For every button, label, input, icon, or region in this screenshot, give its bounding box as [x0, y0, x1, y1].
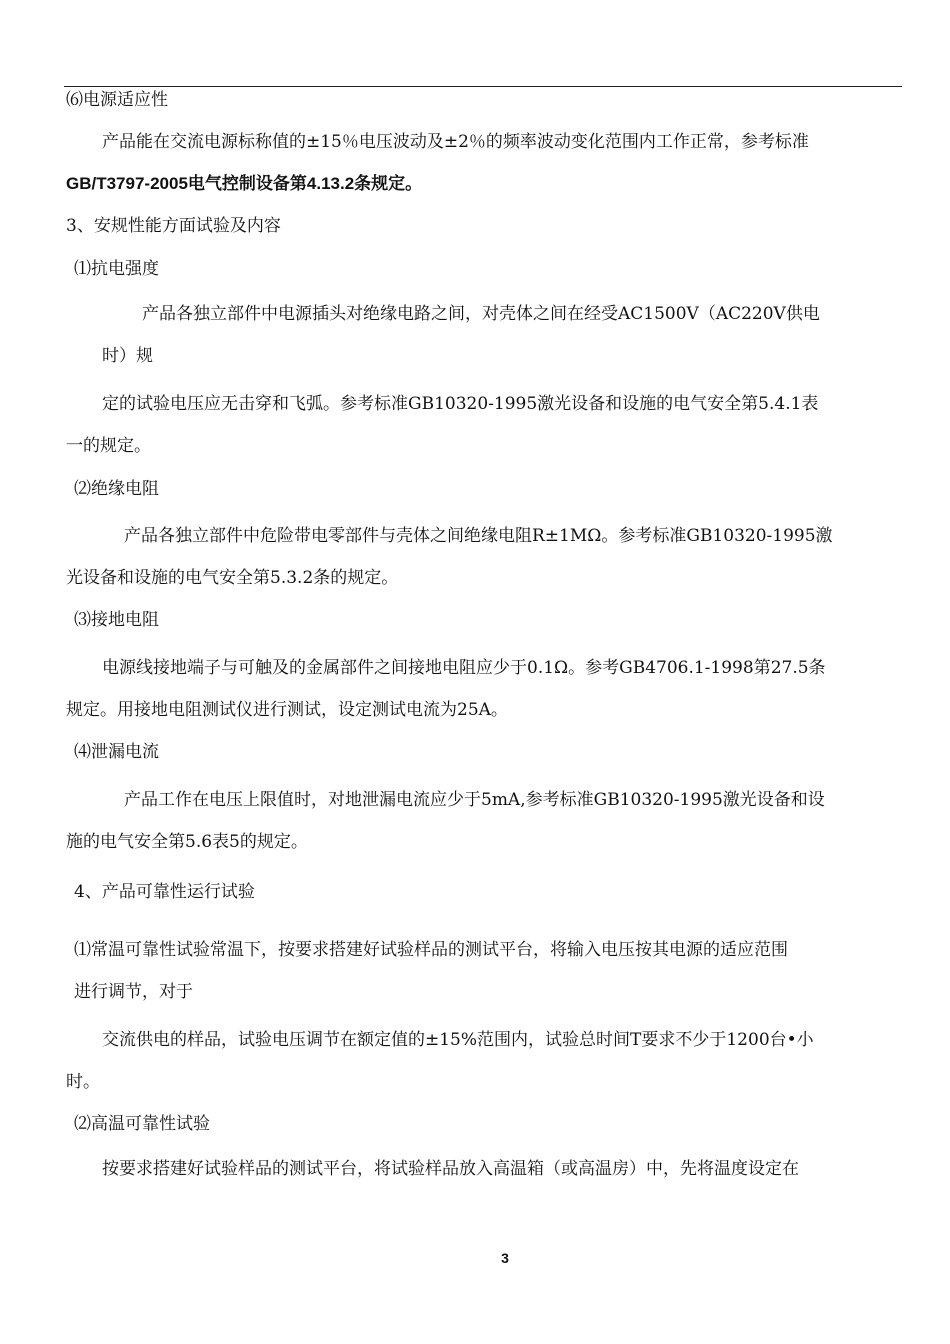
paragraph-line: 电源线接地端子与可触及的金属部件之间接地电阻应少于0.1Ω。参考GB4706.1-1998第27.5条 [102, 658, 826, 678]
paragraph-line: 施的电气安全第5.6表5的规定。 [66, 832, 308, 852]
header-rule [64, 86, 902, 87]
paragraph-line: 产品各独立部件中电源插头对绝缘电路之间，对壳体之间在经受AC1500V（AC220V供电 [142, 304, 820, 324]
paragraph-line: 时）规 [102, 346, 153, 366]
paragraph-line: 光设备和设施的电气安全第5.3.2条的规定。 [66, 568, 399, 588]
paragraph-line: 产品各独立部件中危险带电零部件与壳体之间绝缘电阻R±1MΩ。参考标准GB10320-1995激 [124, 526, 833, 546]
paragraph-line: 产品工作在电压上限值时，对地泄漏电流应少于5mA,参考标准GB10320-1995激光设备和设 [124, 790, 825, 810]
heading-insulation-resistance: ⑵绝缘电阻 [74, 479, 159, 499]
paragraph-line: 按要求搭建好试验样品的测试平台，将试验样品放入高温箱（或高温房）中，先将温度设定在 [102, 1159, 799, 1179]
paragraph-line: GB/T3797-2005电气控制设备第4.13.2条规定。 [66, 174, 423, 193]
heading-power-adaptability: ⑹电源适应性 [66, 90, 168, 110]
section-heading-reliability: 4、产品可靠性运行试验 [74, 882, 255, 902]
heading-room-temp-reliability: ⑴常温可靠性试验常温下，按要求搭建好试验样品的测试平台，将输入电压按其电源的适应范围 [74, 940, 788, 960]
paragraph-line: 规定。用接地电阻测试仪进行测试，设定测试电流为25A。 [66, 700, 508, 720]
paragraph-line: 时。 [66, 1072, 100, 1092]
paragraph-line: 交流供电的样品，试验电压调节在额定值的±15%范围内，试验总时间T要求不少于1200台•小 [102, 1030, 814, 1050]
paragraph-line: 一的规定。 [66, 436, 151, 456]
page-number: 3 [501, 1250, 509, 1266]
paragraph-line: 定的试验电压应无击穿和飞弧。参考标准GB10320-1995激光设备和设施的电气安全第5.4.1表 [102, 394, 819, 414]
heading-ground-resistance: ⑶接地电阻 [74, 610, 159, 630]
paragraph-line: 进行调节，对于 [74, 982, 193, 1002]
heading-leakage-current: ⑷泄漏电流 [74, 742, 159, 762]
section-heading-safety: 3、安规性能方面试验及内容 [66, 216, 281, 236]
heading-high-temp-reliability: ⑵高温可靠性试验 [74, 1114, 210, 1134]
heading-dielectric-strength: ⑴抗电强度 [74, 259, 159, 279]
paragraph-line: 产品能在交流电源标称值的±15％电压波动及±2％的频率波动变化范围内工作正常，参考标准 [102, 132, 809, 152]
